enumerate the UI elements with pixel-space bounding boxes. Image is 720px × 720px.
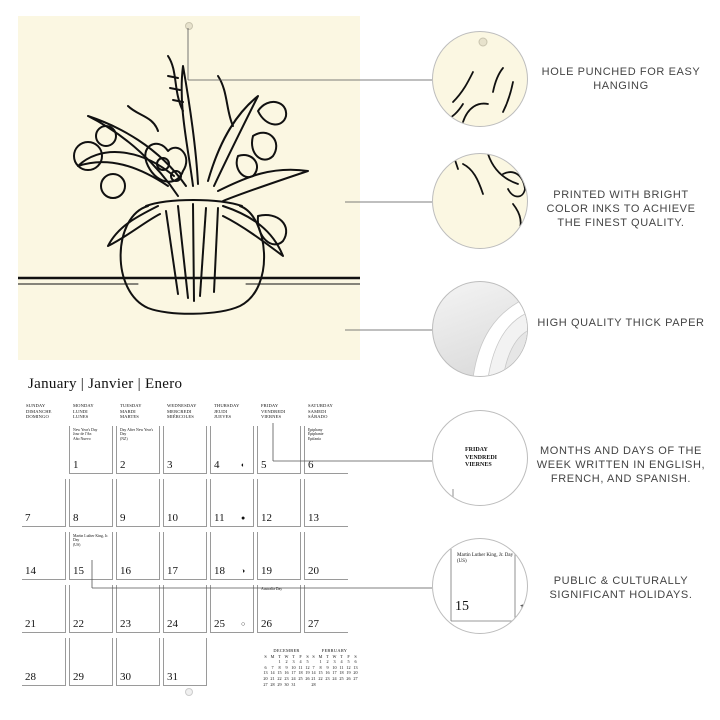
day-cell bbox=[163, 638, 207, 686]
mini-calendar-day: 28 bbox=[311, 681, 316, 687]
mini-calendar-day: 5 bbox=[306, 659, 309, 665]
day-cell bbox=[69, 585, 113, 633]
zoom-holiday-text: Martin Luther King, Jr. Day (US) bbox=[457, 553, 514, 564]
day-number: 21 bbox=[25, 618, 36, 630]
day-cell bbox=[304, 585, 348, 633]
mini-calendar-day: 24 bbox=[332, 675, 337, 681]
mini-calendar-day bbox=[297, 682, 304, 688]
mini-calendar-day: 17 bbox=[291, 670, 296, 676]
day-cell bbox=[22, 638, 66, 686]
day-cell bbox=[22, 585, 66, 633]
mini-calendar-day bbox=[345, 682, 352, 688]
mini-calendar-day: 16 bbox=[325, 670, 330, 676]
day-cell bbox=[257, 479, 301, 527]
day-number: 9 bbox=[120, 512, 126, 524]
last-quarter-moon-icon: ◑ bbox=[241, 567, 246, 575]
day-cell bbox=[304, 532, 348, 580]
calendar-sheet bbox=[18, 16, 360, 702]
day-cell bbox=[163, 585, 207, 633]
mini-calendar-day bbox=[331, 682, 338, 688]
day-number: 31 bbox=[167, 671, 178, 683]
mini-calendar-day: 24 bbox=[291, 675, 296, 681]
mini-calendar-december bbox=[262, 648, 311, 687]
flower-vase-illustration bbox=[18, 16, 360, 360]
day-number: 12 bbox=[261, 512, 272, 524]
mini-calendar-day: 12 bbox=[305, 664, 310, 670]
holiday-label: Epiphany Épiphanie Epifanía bbox=[308, 428, 324, 441]
day-number: 29 bbox=[73, 671, 84, 683]
month-separator: | bbox=[133, 376, 145, 392]
day-cell bbox=[257, 585, 301, 633]
weekday-saturday: SATURDAY SAMEDI SÁBADO bbox=[308, 403, 333, 420]
callout-label-hole: HOLE PUNCHED FOR EASY HANGING bbox=[541, 66, 701, 92]
mini-calendar-day: 21 bbox=[311, 675, 316, 681]
day-cell bbox=[22, 479, 66, 527]
mini-calendar-weekday: S bbox=[306, 653, 309, 659]
day-number: 28 bbox=[25, 671, 36, 683]
weekday-sunday: SUNDAY DIMANCHE DOMINGO bbox=[26, 403, 52, 420]
day-number: 26 bbox=[261, 618, 272, 630]
mini-calendar-day bbox=[324, 682, 331, 688]
day-cell bbox=[69, 532, 113, 580]
mini-calendar-weekday: T bbox=[340, 653, 343, 659]
mini-calendar-title: DECEMBER bbox=[273, 648, 300, 653]
mini-calendar-day: 6 bbox=[264, 664, 267, 670]
day-cell bbox=[210, 532, 254, 580]
callout-weekday-zoom bbox=[432, 410, 528, 506]
day-number: 20 bbox=[308, 565, 319, 577]
mini-calendar-day bbox=[352, 682, 359, 688]
day-number: 18 bbox=[214, 565, 225, 577]
mini-calendar-day: 23 bbox=[325, 675, 330, 681]
mini-calendar-day: 19 bbox=[346, 670, 351, 676]
mini-calendar-day: 31 bbox=[291, 681, 296, 687]
day-cell bbox=[210, 479, 254, 527]
day-cell bbox=[69, 638, 113, 686]
day-cell bbox=[304, 426, 348, 474]
day-cell bbox=[116, 638, 160, 686]
mini-calendar-day: 5 bbox=[347, 659, 350, 665]
mini-calendar-day: 22 bbox=[277, 675, 282, 681]
day-number: 3 bbox=[167, 459, 173, 471]
mini-calendar-day: 25 bbox=[339, 675, 344, 681]
mini-calendar-day: 8 bbox=[278, 664, 281, 670]
day-number: 1 bbox=[73, 459, 79, 471]
day-number: 27 bbox=[308, 618, 319, 630]
day-number: 16 bbox=[120, 565, 131, 577]
mini-calendar-day: 30 bbox=[284, 681, 289, 687]
mini-calendar-day: 25 bbox=[298, 675, 303, 681]
mini-calendar-day: 27 bbox=[353, 675, 358, 681]
mini-calendar-day: 9 bbox=[285, 664, 288, 670]
mini-calendar-day: 14 bbox=[311, 670, 316, 676]
day-cell bbox=[163, 532, 207, 580]
day-number: 10 bbox=[167, 512, 178, 524]
day-number: 11 bbox=[214, 512, 225, 524]
callout-hole-zoom bbox=[432, 31, 528, 127]
mini-calendar-day: 1 bbox=[319, 659, 322, 665]
mini-calendar-day: 12 bbox=[346, 664, 351, 670]
mini-calendar-day: 3 bbox=[292, 659, 295, 665]
mini-calendar-february bbox=[310, 648, 359, 687]
day-cell bbox=[116, 426, 160, 474]
mini-calendar-day: 4 bbox=[299, 659, 302, 665]
mini-calendar-weekday: T bbox=[326, 653, 329, 659]
mini-calendar-day: 15 bbox=[277, 670, 282, 676]
mini-calendar-table bbox=[262, 654, 311, 688]
holiday-label: Australia Day bbox=[261, 587, 283, 591]
month-english: January bbox=[28, 376, 77, 392]
mini-calendar-day: 11 bbox=[339, 664, 344, 670]
mini-calendar-day: 16 bbox=[284, 670, 289, 676]
mini-calendar-weekday: F bbox=[299, 653, 302, 659]
zoom-next-day-number: 1 bbox=[519, 601, 525, 615]
day-cell bbox=[116, 532, 160, 580]
mini-calendar-weekday: T bbox=[278, 653, 281, 659]
calendar-grid bbox=[18, 426, 360, 688]
day-cell bbox=[304, 479, 348, 527]
callout-paper-zoom bbox=[432, 281, 528, 377]
mini-calendar-day: 13 bbox=[263, 670, 268, 676]
weekday-friday: FRIDAY VENDREDI VIERNES bbox=[261, 403, 286, 420]
mini-calendar-day: 4 bbox=[340, 659, 343, 665]
callout-label-paper: HIGH QUALITY THICK PAPER bbox=[537, 317, 705, 329]
day-cell bbox=[257, 532, 301, 580]
day-number: 17 bbox=[167, 565, 178, 577]
day-cell bbox=[22, 532, 66, 580]
holiday-label: Martin Luther King, Jr. Day (US) bbox=[73, 534, 109, 547]
day-cell bbox=[163, 426, 207, 474]
day-number: 14 bbox=[25, 565, 36, 577]
mini-calendar-day: 7 bbox=[312, 664, 315, 670]
day-number: 8 bbox=[73, 512, 79, 524]
mini-calendar-day: 21 bbox=[270, 675, 275, 681]
mini-calendar-day: 2 bbox=[285, 659, 288, 665]
mini-calendar-day: 10 bbox=[291, 664, 296, 670]
mini-calendar-day: 20 bbox=[263, 675, 268, 681]
day-number: 15 bbox=[73, 565, 84, 577]
callout-label-inks: PRINTED WITH BRIGHT COLOR INKS TO ACHIEVE THE FINEST QUALITY. bbox=[546, 189, 696, 229]
callout-inks-zoom bbox=[432, 153, 528, 249]
day-cell bbox=[116, 585, 160, 633]
first-quarter-moon-icon: ◐ bbox=[241, 461, 246, 469]
mini-calendar-weekday: S bbox=[354, 653, 357, 659]
month-separator: | bbox=[76, 376, 89, 392]
day-cell bbox=[210, 426, 254, 474]
day-number: 7 bbox=[25, 512, 31, 524]
mini-calendar-day: 7 bbox=[271, 664, 274, 670]
day-number: 6 bbox=[308, 459, 314, 471]
day-cell bbox=[69, 426, 113, 474]
mini-calendar-day: 28 bbox=[270, 681, 275, 687]
full-moon-icon: ● bbox=[241, 514, 246, 522]
mini-calendar-weekday: W bbox=[332, 653, 337, 659]
mini-calendar-day: 22 bbox=[318, 675, 323, 681]
day-cell bbox=[257, 426, 301, 474]
day-cell bbox=[210, 585, 254, 633]
mini-calendar-day: 17 bbox=[332, 670, 337, 676]
mini-calendar-day: 9 bbox=[326, 664, 329, 670]
mini-calendar-weekday: M bbox=[270, 653, 275, 659]
day-number: 4 bbox=[214, 459, 220, 471]
mini-calendar-weekday: W bbox=[284, 653, 289, 659]
mini-calendar-day: 14 bbox=[270, 670, 275, 676]
callout-label-languages: MONTHS AND DAYS OF THE WEEK WRITTEN IN ENGLISH, FRENCH, AND SPANISH. bbox=[536, 445, 706, 485]
month-title bbox=[28, 376, 182, 393]
mini-calendar-day: 3 bbox=[333, 659, 336, 665]
weekday-thursday: THURSDAY JEUDI JUEVES bbox=[214, 403, 240, 420]
weekday-wednesday: WEDNESDAY MERCREDI MIÉRCOLES bbox=[167, 403, 197, 420]
mini-calendar-day: 6 bbox=[354, 659, 357, 665]
new-moon-icon: ○ bbox=[241, 620, 246, 628]
mini-calendar-weekday: T bbox=[292, 653, 295, 659]
month-spanish: Enero bbox=[144, 376, 183, 392]
day-cell bbox=[163, 479, 207, 527]
mini-calendar-weekday: M bbox=[318, 653, 323, 659]
weekday-tuesday: TUESDAY MARDI MARTES bbox=[120, 403, 142, 420]
mini-calendar-day: 10 bbox=[332, 664, 337, 670]
mini-calendar-day: 27 bbox=[263, 681, 268, 687]
mini-calendar-day: 26 bbox=[305, 675, 310, 681]
holiday-label: Day After New Year's Day (NZ) bbox=[120, 428, 154, 441]
mini-calendar-day: 2 bbox=[326, 659, 329, 665]
weekday-monday: MONDAY LUNDI LUNES bbox=[73, 403, 94, 420]
mini-calendar-day: 1 bbox=[278, 659, 281, 665]
day-number: 5 bbox=[261, 459, 267, 471]
mini-calendar-day: 11 bbox=[298, 664, 303, 670]
mini-calendar-day bbox=[338, 682, 345, 688]
day-number: 30 bbox=[120, 671, 131, 683]
mini-calendar-day: 18 bbox=[298, 670, 303, 676]
day-number: 22 bbox=[73, 618, 84, 630]
zoom-weekday-text: FRIDAY VENDREDI VIERNES bbox=[465, 447, 498, 468]
mini-calendar-day: 26 bbox=[346, 675, 351, 681]
hanging-hole-bottom bbox=[185, 688, 193, 696]
month-french: Janvier bbox=[88, 376, 134, 392]
mini-calendar-title: FEBRUARY bbox=[321, 648, 348, 653]
mini-calendar-day bbox=[317, 682, 324, 688]
mini-calendar-day: 18 bbox=[339, 670, 344, 676]
mini-calendar-table bbox=[310, 654, 359, 688]
mini-calendar-day: 20 bbox=[353, 670, 358, 676]
mini-calendar-weekday: F bbox=[347, 653, 350, 659]
holiday-label: New Year's Day Jour de l'An Año Nuevo bbox=[73, 428, 98, 441]
callout-holiday-zoom bbox=[432, 538, 528, 634]
day-cell bbox=[69, 479, 113, 527]
day-number: 2 bbox=[120, 459, 126, 471]
hanging-hole bbox=[185, 22, 193, 30]
day-number: 25 bbox=[214, 618, 225, 630]
mini-calendar-day: 29 bbox=[277, 681, 282, 687]
floral-artwork bbox=[18, 16, 360, 360]
day-number: 23 bbox=[120, 618, 131, 630]
day-number: 13 bbox=[308, 512, 319, 524]
mini-calendar-day: 23 bbox=[284, 675, 289, 681]
mini-calendar-weekday: S bbox=[312, 653, 315, 659]
day-number: 24 bbox=[167, 618, 178, 630]
mini-calendar-day: 8 bbox=[319, 664, 322, 670]
callout-label-holidays: PUBLIC & CULTURALLY SIGNIFICANT HOLIDAYS. bbox=[549, 575, 693, 601]
mini-calendar-day: 19 bbox=[305, 670, 310, 676]
mini-calendar-weekday: S bbox=[264, 653, 267, 659]
zoom-day-number: 15 bbox=[455, 599, 469, 614]
mini-calendar-day: 15 bbox=[318, 670, 323, 676]
day-cell bbox=[116, 479, 160, 527]
day-number: 19 bbox=[261, 565, 272, 577]
mini-calendar-day: 13 bbox=[353, 664, 358, 670]
